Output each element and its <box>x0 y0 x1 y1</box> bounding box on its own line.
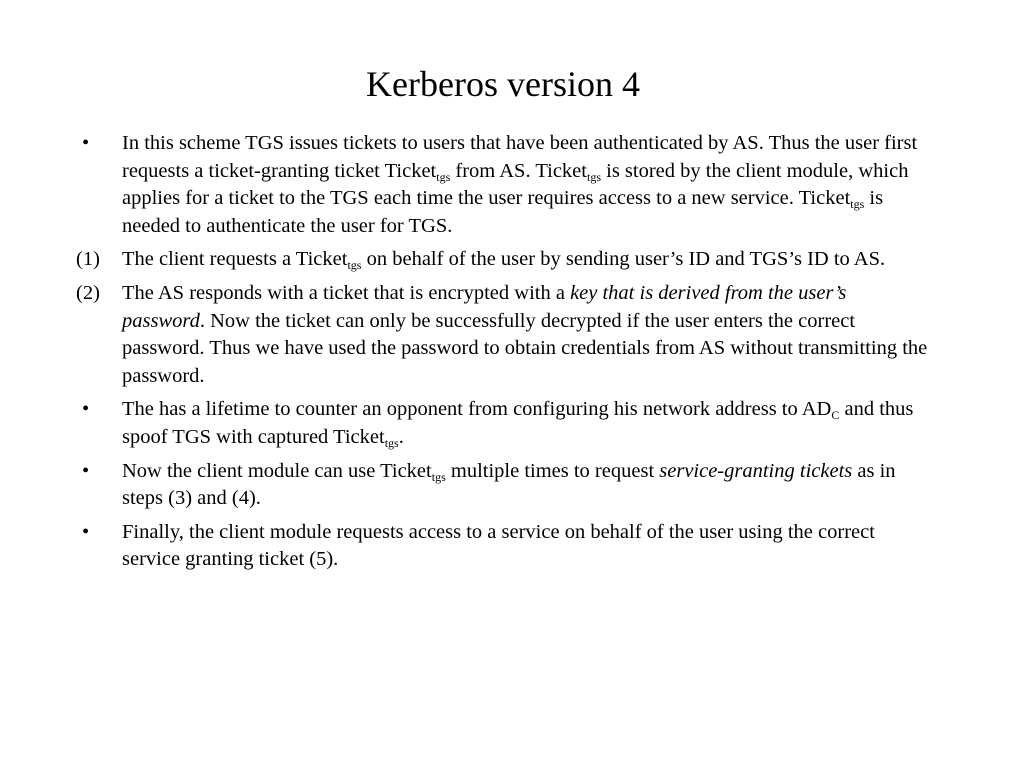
list-item-text <box>122 280 934 390</box>
slide-title: Kerberos version 4 <box>366 64 640 104</box>
subscript: tgs <box>850 197 865 212</box>
list-item-text <box>122 246 934 274</box>
subscript: tgs <box>586 169 601 184</box>
subscript: tgs <box>384 435 399 450</box>
bullet-marker: • <box>82 132 90 154</box>
text-run: multiple times to request <box>445 459 660 482</box>
step-number: (1) <box>76 248 100 271</box>
text-run: The client requests a Ticket <box>122 248 348 271</box>
text-run: as in steps (3) and (4). <box>122 459 896 510</box>
emphasis-text: service-granting tickets <box>659 459 853 482</box>
bullet-marker: • <box>82 398 90 421</box>
list-item-text <box>122 130 934 240</box>
text-run: Finally, the client module requests access to a service on behalf of the user using the correct service granting ticket (5). <box>122 520 875 571</box>
bullet-marker: • <box>82 520 90 543</box>
text-run: on behalf of the user by sending user’s ID and TGS’s ID to AS. <box>361 248 886 271</box>
subscript: tgs <box>436 169 451 184</box>
text-run: The has a lifetime to counter an opponent from configuring his network address to AD <box>122 398 832 421</box>
list-item <box>76 519 934 574</box>
text-run: . <box>398 425 404 448</box>
step-number: (2) <box>76 281 100 304</box>
text-run: is needed to authenticate the user for TGS. <box>122 187 884 237</box>
text-run: is stored by the client module, which applies for a ticket to the TGS each time the user requires access to a new service. Ticket <box>122 159 909 210</box>
text-run: Now the client module can use Ticket <box>122 459 432 482</box>
subscript: C <box>831 408 840 423</box>
text-run: and thus spoof TGS with captured Ticket <box>122 398 914 448</box>
text-run: In this scheme TGS issues tickets to users that have been authenticated by AS. Thus the user first requests a ticket-granting ticket Ticket <box>122 132 918 182</box>
text-run: . Now the ticket can only be successfully decrypted if the user enters the correct password. Thus we have used the password to obtain credentials from AS without transmitting the password. <box>122 309 928 387</box>
slide-body <box>76 130 934 580</box>
list-item-text <box>122 458 934 513</box>
list-item <box>76 396 934 451</box>
list-item <box>76 280 934 390</box>
list-item <box>76 458 934 513</box>
list-item <box>76 246 934 274</box>
subscript: tgs <box>431 469 446 484</box>
text-run: The AS responds with a ticket that is encrypted with a <box>122 281 571 304</box>
emphasis-text: key that is derived from the user’s password <box>122 281 847 332</box>
bullet-marker: • <box>82 459 90 482</box>
list-item-text <box>122 396 934 451</box>
list-item-text <box>122 519 934 574</box>
subscript: tgs <box>347 258 362 273</box>
list-item <box>76 130 934 240</box>
text-run: from AS. Ticket <box>450 159 587 182</box>
